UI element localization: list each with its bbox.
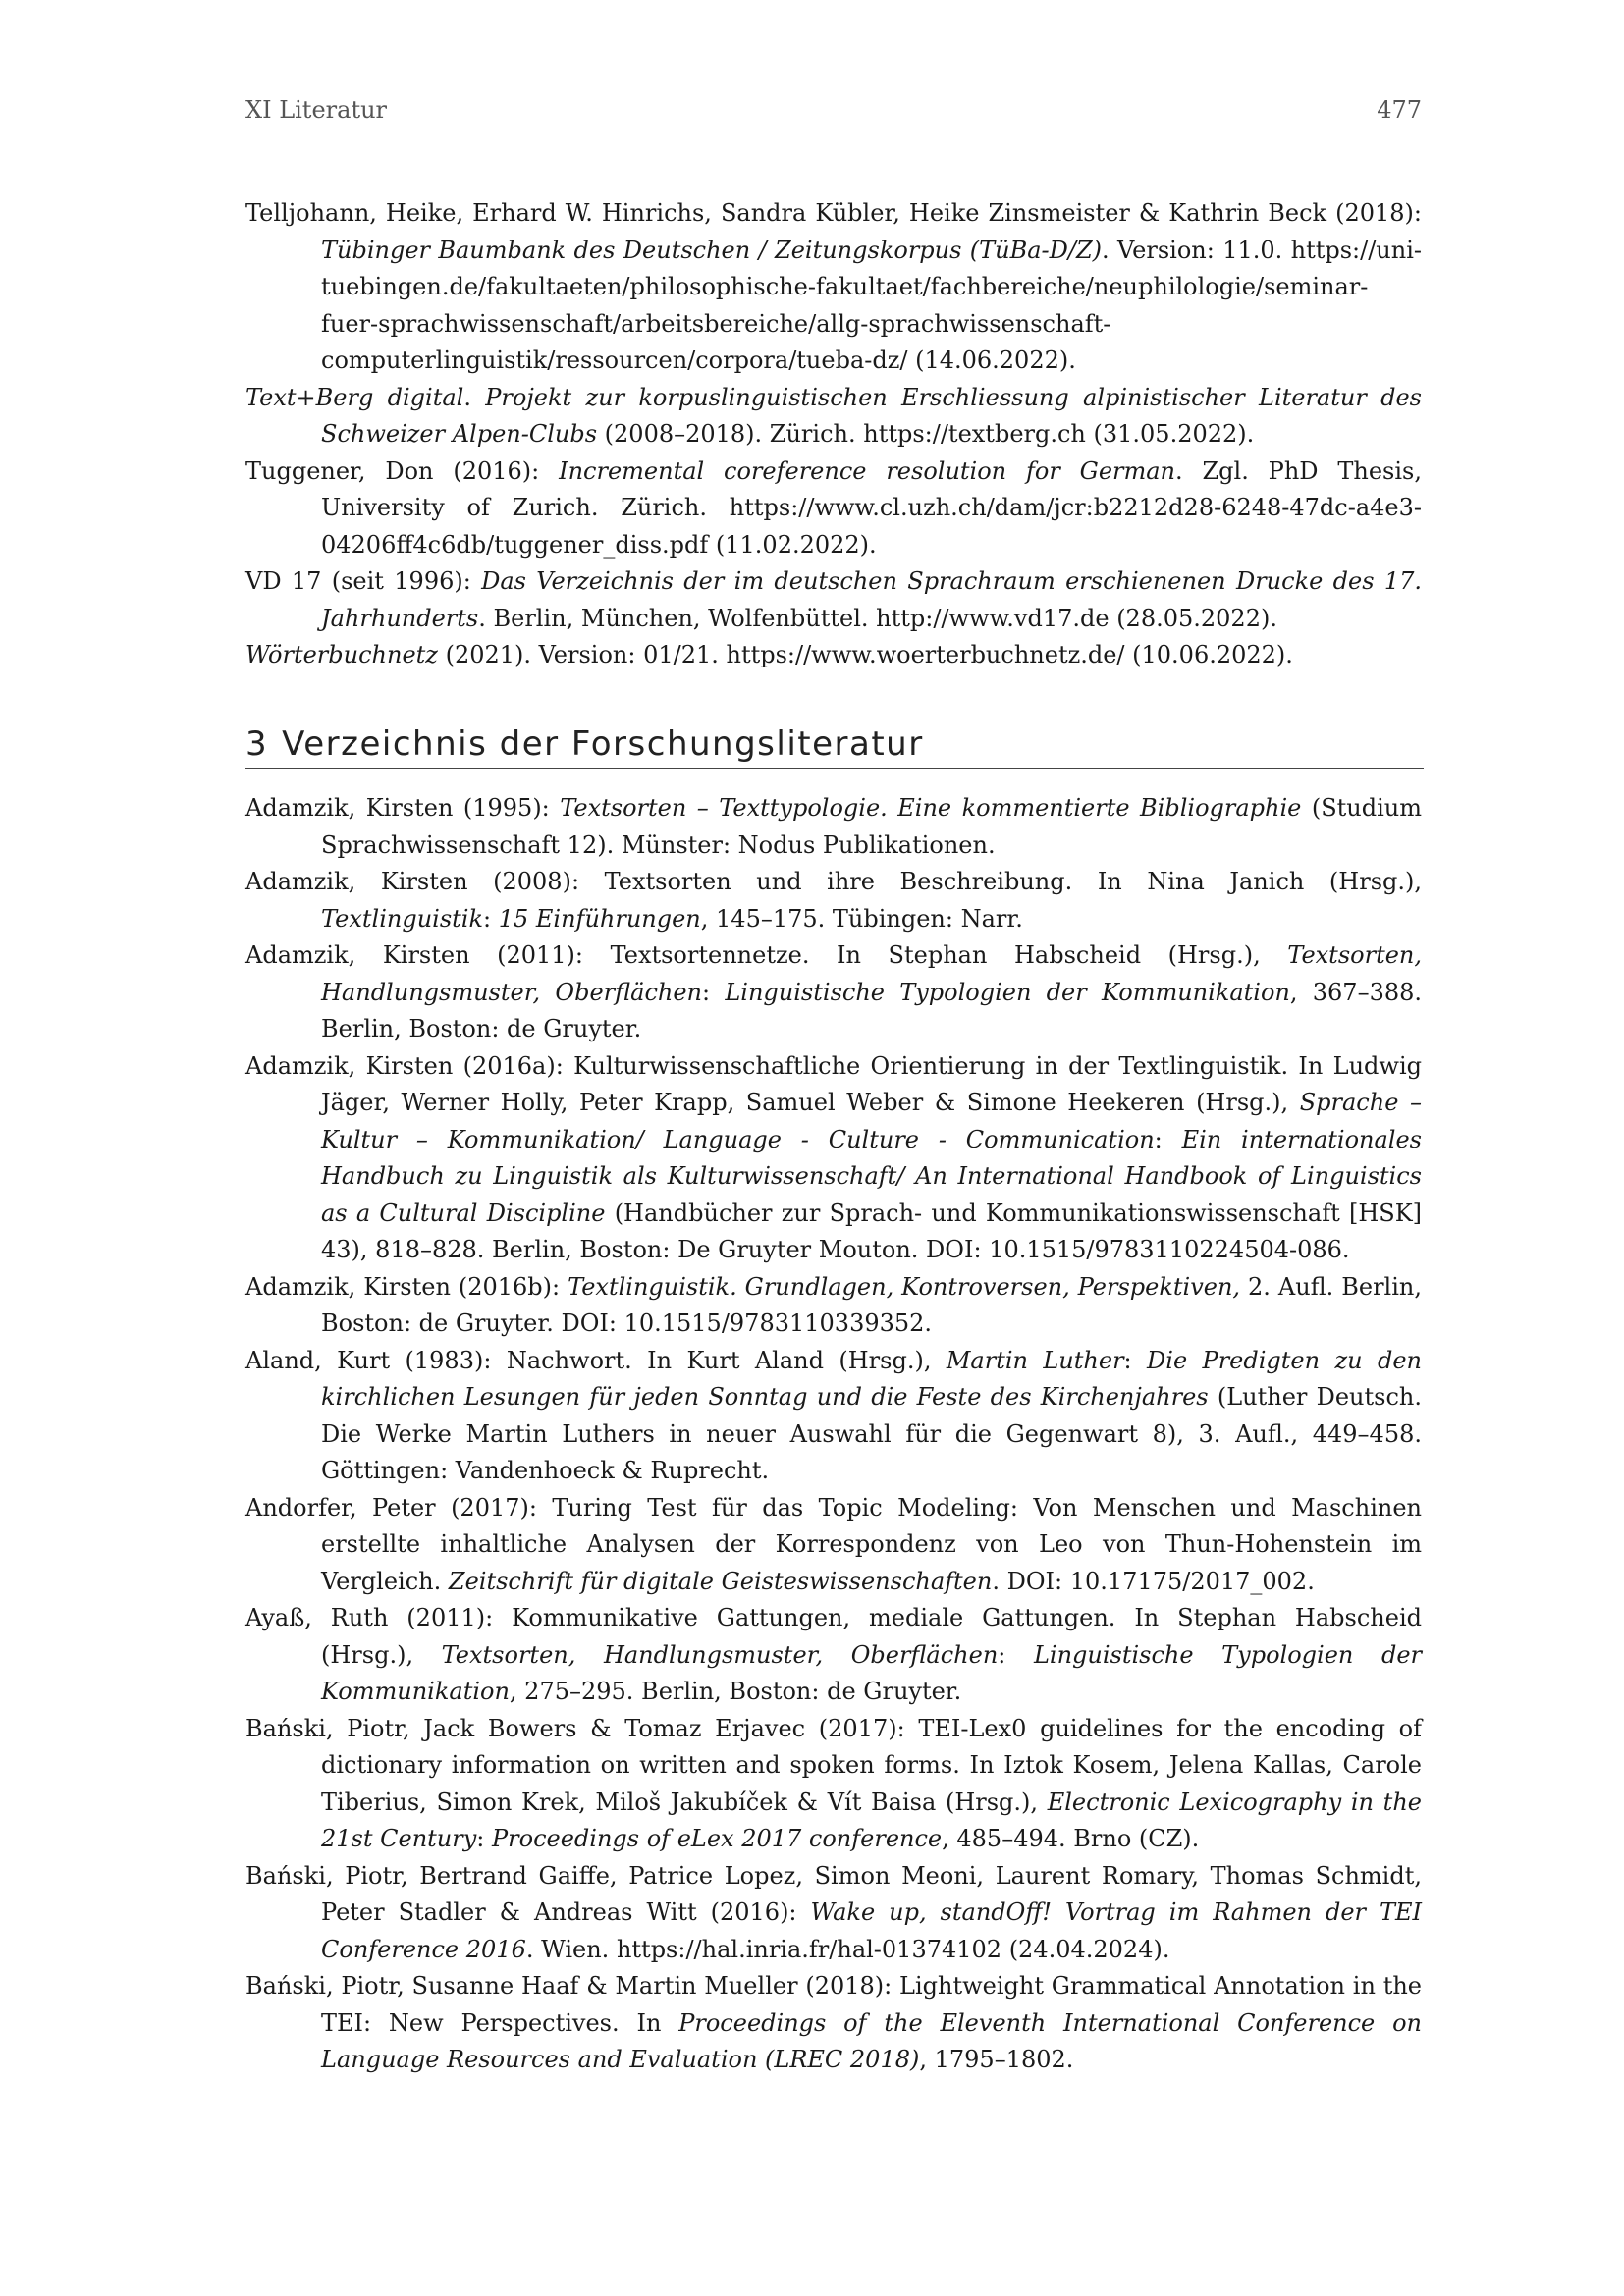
entry-title-italic: Wake up, standOff! Vortrag im Rahmen der TEI Conference 2016 [321,1898,1422,1963]
entry-title-italic: Textsorten, Handlungsmuster, Oberflächen [321,941,1422,1006]
bibliography-entry [245,1858,1422,1969]
bibliography-entry [245,1048,1422,1269]
entry-text: Ayaß, Ruth (2011): Kommunikative Gattungen, mediale Gattungen. In Stephan Habscheid (Hrsg.), [245,1604,1422,1669]
entry-text: : [483,904,499,933]
bibliography-entry [245,637,1422,674]
entry-text: : [1154,1125,1182,1153]
entry-text: , 275–295. Berlin, Boston: de Gruyter. [509,1678,962,1705]
bibliography-entry [245,195,1422,380]
entry-title-italic: Electronic Lexicography in the 21st Century [321,1788,1422,1852]
entry-text: (2008–2018). Zürich. https://textberg.ch (31.05.2022). [597,420,1255,448]
entry-text: Bański, Piotr, Susanne Haaf & Martin Mueller (2018): Lightweight Grammatical Annotation in the TEI: New Perspectives. In [245,1972,1422,2037]
entry-text: , 367–388. Berlin, Boston: de Gruyter. [321,978,1423,1042]
entry-text: Bański, Piotr, Jack Bowers & Tomaz Erjavec (2017): TEI-Lex0 guidelines for the encoding of dictionary information on written and spoken forms. In Iztok Kosem, Jelena Kallas, Carole Tiberius, Simon Krek, Miloš Jakubíček & Vít Baisa (Hrsg.), [245,1714,1422,1816]
section-number: 3 [245,724,269,764]
entry-text: Adamzik, Kirsten (2016b): [245,1272,568,1301]
entry-text: : [476,1825,493,1852]
entry-text: . Version: 11.0. https://uni-tuebingen.de/fakultaeten/philosophische-fakultaet/fachbereiche/neuphilologie/seminar-fuer-sprachwissenschaft/arbeitsbereiche/allg-sprachwissenschaft-computerlinguistik/ressourcen/corpora/tueba-dz/ (14.06.2022). [321,236,1422,374]
bibliography-entry [245,864,1422,937]
entry-title-italic: Ein internationales Handbuch zu Linguistik als Kulturwissenschaft/ An International Handbook of Linguistics as a Cultural Discipline [321,1125,1423,1227]
entry-text: 2. Aufl. Berlin, Boston: de Gruyter. DOI: 10.1515/9783110339352. [321,1272,1422,1337]
entry-text: : [702,978,726,1006]
section-heading [245,724,1424,769]
bibliography-entry [245,1711,1422,1858]
bibliography-entry [245,1269,1422,1343]
entry-title-italic: Das Verzeichnis der im deutschen Sprachraum erschienenen Drucke des 17. Jahrhunderts [321,567,1423,632]
entry-text: . [463,383,486,411]
entry-text: Bański, Piotr, Bertrand Gaiffe, Patrice Lopez, Simon Meoni, Laurent Romary, Thomas Schmidt, Peter Stadler & Andreas Witt (2016): [245,1861,1422,1926]
entry-title-italic: 15 Einführungen [498,904,701,933]
entry-text: (Studium Sprachwissenschaft 12). Münster: Nodus Publikationen. [321,794,1422,859]
entry-text: Aland, Kurt (1983): Nachwort. In Kurt Aland (Hrsg.), [245,1346,947,1374]
entry-text: Adamzik, Kirsten (2016a): Kulturwissenschaftliche Orientierung in der Textlinguistik. In Ludwig Jäger, Werner Holly, Peter Krapp, Samuel Weber & Simone Heekeren (Hrsg.), [245,1051,1422,1116]
entry-title-italic: Zeitschrift für digitale Geisteswissenschaften [448,1567,993,1595]
entry-text: Tuggener, Don (2016): [245,456,560,485]
entry-title-italic: Martin Luther [946,1346,1124,1374]
entry-text: (Luther Deutsch. Die Werke Martin Luthers in neuer Auswahl für die Gegenwart 8), 3. Aufl., 449–458. Göttingen: Vandenhoeck & Ruprecht. [321,1383,1422,1484]
bibliography-entry [245,790,1422,864]
entry-title-italic: Tübinger Baumbank des Deutschen / Zeitungskorpus (TüBa-D/Z) [321,236,1103,264]
entry-title-italic: Sprache – Kultur – Kommunikation/ Language - Culture - Communication [321,1089,1422,1153]
bibliography-entry [245,937,1422,1048]
entry-text: (Handbücher zur Sprach- und Kommunikationswissenschaft [HSK] 43), 818–828. Berlin, Boston: De Gruyter Mouton. DOI: 10.1515/9783110224504-086. [321,1199,1422,1263]
entry-text: Telljohann, Heike, Erhard W. Hinrichs, Sandra Kübler, Heike Zinsmeister & Kathrin Beck (2018): [245,199,1422,227]
entry-text: Adamzik, Kirsten (2008): Textsorten und ihre Beschreibung. In Nina Janich (Hrsg.), [245,868,1422,895]
entry-text: . DOI: 10.17175/2017_002. [992,1567,1315,1595]
bibliography-entry [245,563,1422,637]
entry-title-italic: Textlinguistik [321,904,484,933]
entry-title-italic: Proceedings of the Eleventh International Conference on Language Resources and Evaluation (LREC 2018) [321,2008,1422,2073]
bibliography-entry [245,1343,1422,1490]
entry-text: . Zgl. PhD Thesis, University of Zurich. Zürich. https://www.cl.uzh.ch/dam/jcr:b2212d28-6248-47dc-a4e3-04206ff4c6db/tuggener_diss.pdf (11.02.2022). [321,456,1422,559]
entry-title-italic: Textsorten, Handlungsmuster, Oberflächen [441,1640,999,1669]
bibliography-entry [245,454,1422,564]
entry-text: , 145–175. Tübingen: Narr. [700,904,1023,933]
research-bibliography [245,790,1422,2079]
sources-bibliography [245,195,1422,674]
entry-title-italic: Die Predigten zu den kirchlichen Lesungen für jeden Sonntag und die Feste des Kirchenjahres [321,1346,1422,1411]
entry-text: Adamzik, Kirsten (1995): [245,794,561,822]
entry-text: Adamzik, Kirsten (2011): Textsortennetze. In Stephan Habscheid (Hrsg.), [245,941,1288,969]
entry-title-italic: Linguistische Typologien der Kommunikation [321,1640,1423,1705]
entry-text: Andorfer, Peter (2017): Turing Test für das Topic Modeling: Von Menschen und Maschinen erstellte inhaltliche Analysen der Korrespondenz von Leo von Thun-Hohenstein im Vergleich. [245,1493,1422,1595]
entry-text: , 1795–1802. [919,2046,1074,2073]
entry-title-italic: Text+Berg digital [245,383,464,411]
entry-title-italic: Textsorten – Texttypologie. Eine kommentierte Bibliographie [560,794,1302,822]
entry-title-italic: Projekt zur korpuslinguistischen Erschliessung alpinistischer Literatur des Schweizer Alpen-Clubs [321,383,1422,448]
section-title: Verzeichnis der Forschungsliteratur [282,724,924,764]
entry-text: VD 17 (seit 1996): [245,567,482,595]
entry-title-italic: Linguistische Typologien der Kommunikation [725,978,1290,1006]
entry-text: (2021). Version: 01/21. https://www.woerterbuchnetz.de/ (10.06.2022). [437,641,1293,668]
entry-title-italic: Proceedings of eLex 2017 conference [492,1825,943,1852]
entry-title-italic: Textlinguistik. Grundlagen, Kontroversen, Perspektiven, [568,1272,1241,1301]
entry-text: . Wien. https://hal.inria.fr/hal-01374102 (24.04.2024). [525,1935,1170,1963]
page-number: 477 [1377,96,1422,124]
bibliography-entry [245,1600,1422,1711]
chapter-title: XI Literatur [245,96,388,124]
entry-title-italic: Wörterbuchnetz [245,641,438,668]
bibliography-entry [245,380,1422,454]
entry-text: . Berlin, München, Wolfenbüttel. http://www.vd17.de (28.05.2022). [478,604,1277,632]
entry-text: , 485–494. Brno (CZ). [942,1825,1200,1852]
entry-text: : [1123,1346,1148,1374]
bibliography-entry [245,1968,1422,2079]
bibliography-entry [245,1490,1422,1601]
entry-text: : [998,1640,1034,1669]
entry-title-italic: Incremental coreference resolution for German [559,456,1176,485]
